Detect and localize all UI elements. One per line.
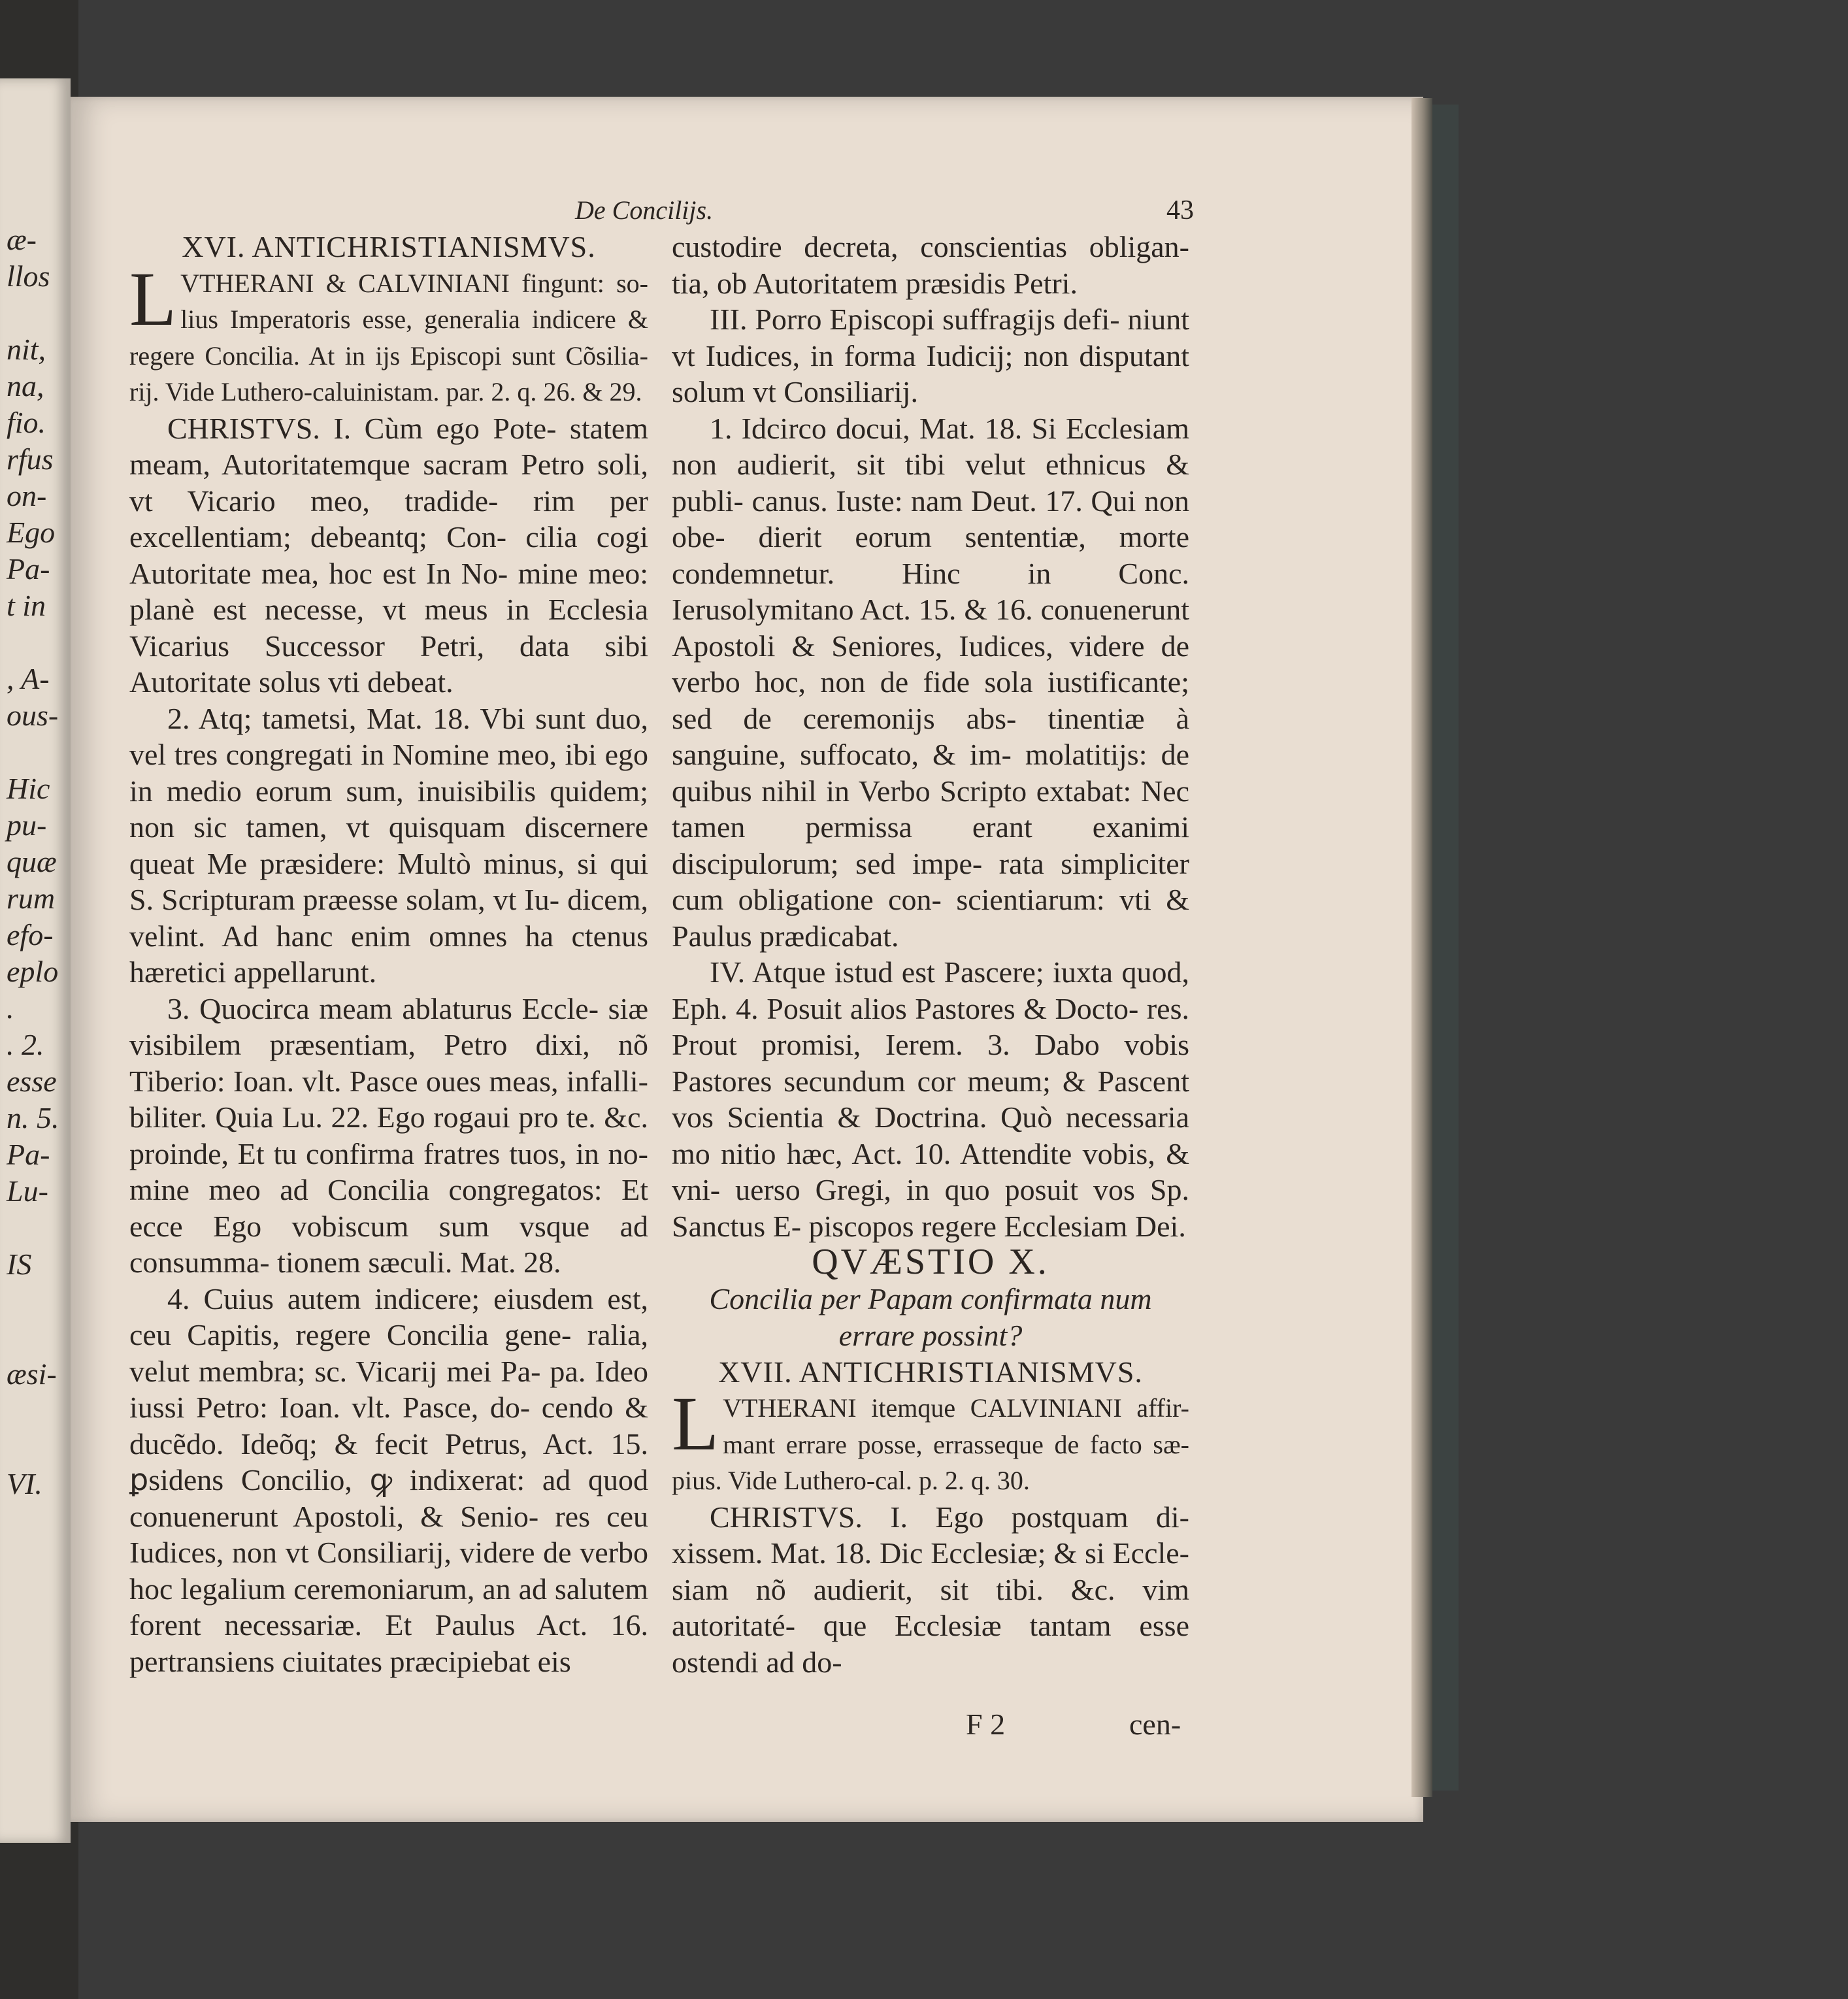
margin-fragment: Pa- (7, 552, 50, 586)
margin-fragment: rfus (7, 442, 54, 476)
paragraph: LVTHERANI & CALVINIANI fingunt: so- lius Imperatoris esse, generalia indicere & regere Concilia. At in ijs Episcopi sunt Cõsilia- rij. Vide Luthero-caluinistam. par. 2. q. 26. & 29. (129, 256, 648, 406)
margin-fragment: Pa- (7, 1138, 50, 1171)
paragraph: custodire decreta, conscientias obligan- tia, ob Autoritatem præsidis Petri. (672, 230, 1189, 300)
margin-fragment: fio. (7, 406, 46, 439)
left-page-edge (0, 78, 71, 1843)
paragraph: LVTHERANI itemque CALVINIANI affir- mant errare posse, errasseque de facto sæ- pius. Vide Luthero-cal. p. 2. q. 30. (672, 1381, 1189, 1495)
paragraph: 2. Atq; tametsi, Mat. 18. Vbi sunt duo, vel tres congregati in Nomine meo, ibi ego in medio eorum sum, inuisibilis quidem; non sic tamen, vt quisquam discernere queat Me præsidere: Multò minus, si qui S. Scripturam præesse solam, vt Iu- dicem, velint. Ad hanc enim omnes ha ctenus hæretici appellarunt. (129, 701, 648, 989)
margin-fragment: Ego (7, 516, 56, 549)
signature-mark: F 2 (966, 1708, 1006, 1741)
margin-fragment: n. 5. (7, 1101, 59, 1134)
paragraph: 4. Cuius autem indicere; eiusdem est, ceu Capitis, regere Concilia gene- ralia, velut membra; sc. Vicarij mei Pa- pa. Ideo iussi Petro: Ioan. vlt. Pasce, do- cendo & ducẽdo. Ideõq; & fecit Petrus, Act. 15. ꝑsidens Concilio, ꝙ indixerat: ad quod conuenerunt Apostoli, & Senio- res ceu Iudices, non vt Consiliarij, videre de verbo hoc legalium ceremoniarum, an ad salutem forent necessariæ. Et Paulus Act. 16. pertransiens ciuitates præcipiebat eis (129, 1281, 648, 1678)
margin-fragment: quæ (7, 845, 57, 878)
page-block-edge (1411, 98, 1432, 1797)
catchword: cen- (1129, 1708, 1181, 1741)
margin-fragment: llos (7, 259, 50, 293)
margin-fragment: efo- (7, 918, 54, 951)
right-column (672, 229, 1189, 1680)
paragraph: CHRISTVS. I. Cùm ego Pote- statem meam, Autoritatemque sacram Petro soli, vt Vicario meo, tradide- rim per excellentiam; debeantq; Con- cilia cogi Autoritate mea, hoc est In No- mine meo: planè est necesse, vt meus in Ecclesia Vicarius Successor Petri, data sibi Autoritate solus vti debeat. (129, 411, 648, 699)
margin-fragment: pu- (7, 808, 47, 842)
page-number: 43 (1166, 195, 1194, 225)
section-heading: XVI. ANTICHRISTIANISMVS. (182, 230, 596, 263)
section-heading: XVII. ANTICHRISTIANISMVS. (718, 1355, 1143, 1389)
margin-fragment: æsi- (7, 1357, 57, 1391)
question-title: QVÆSTIO X. (812, 1242, 1049, 1282)
margin-fragment: na, (7, 369, 44, 403)
paragraph: 1. Idcirco docui, Mat. 18. Si Ecclesiam non audierit, sit tibi velut ethnicus & publi- canus. Iuste: nam Deut. 17. Qui non obe- dierit eorum sententiæ, morte condemnetur. Hinc in Conc. Ierusolymitano Act. 15. & 16. conuenerunt Apostoli & Seniores, Iudices, videre de verbo hoc, non de fide sola iustificante; sed de ceremonijs abs- tinentiæ à sanguine, suffocato, & im- molatitijs: de quibus nihil in Verbo Scripto extabat: Nec tamen permissa erant exanimi discipulorum; sed impe- rata simpliciter cum obligatione con- scientiarum: vti & Paulus prædicabat. (672, 411, 1189, 953)
book-cover-edge (1432, 105, 1459, 1791)
paragraph: IV. Atque istud est Pascere; iuxta quod, Eph. 4. Posuit alios Pastores & Docto- res. Prout promisi, Ierem. 3. Dabo vobis Pastores secundum cor meum; & Pascent vos Scientia & Doctrina. Quò necessaria mo nitio hæc, Act. 10. Attendite vobis, & vni- uerso Gregi, in quo posuit vos Sp. Sanctus E- piscopos regere Ecclesiam Dei. (672, 955, 1189, 1243)
margin-fragment: on- (7, 479, 47, 512)
margin-fragment: Lu- (7, 1174, 48, 1208)
question-subtitle: Concilia per Papam confirmata num errare possint? (709, 1281, 1152, 1352)
running-title: De Concilijs. (575, 195, 714, 225)
margin-fragment: IS (7, 1247, 32, 1281)
margin-fragment: . 2. (7, 1028, 44, 1061)
margin-fragment: . (7, 991, 14, 1025)
margin-fragment: Hic (7, 772, 50, 805)
margin-fragment: ous- (7, 699, 59, 732)
margin-fragment: rum (7, 882, 56, 915)
margin-fragment: t in (7, 589, 46, 622)
margin-fragment: , A- (7, 662, 50, 695)
left-column (129, 229, 648, 1679)
margin-fragment: æ- (7, 223, 37, 256)
paragraph: CHRISTVS. I. Ego postquam di- xissem. Mat. 18. Dic Ecclesiæ; & si Eccle- siam nõ audierit, sit tibi. &c. vim autoritaté- que Ecclesiæ tantam esse ostendi ad do- (672, 1500, 1189, 1679)
paragraph: III. Porro Episcopi suffragijs defi- niunt vt Iudices, in forma Iudicij; non disputant solum vt Consiliarij. (672, 303, 1189, 408)
paragraph: 3. Quocirca meam ablaturus Eccle- siæ visibilem præsentiam, Petro dixi, nõ Tiberio: Ioan. vlt. Pasce oues meas, infalli- biliter. Quia Lu. 22. Ego rogaui pro te. &c. proinde, Et tu confirma fratres tuos, in no- mine meo ad Concilia congregatos: Et ecce Ego vobiscum sum vsque ad consumma- tionem sæculi. Mat. 28. (129, 991, 648, 1279)
margin-fragment: esse (7, 1065, 57, 1098)
margin-fragment: eplo (7, 955, 59, 988)
margin-fragment: VI. (7, 1467, 42, 1500)
margin-fragment: nit, (7, 333, 46, 366)
